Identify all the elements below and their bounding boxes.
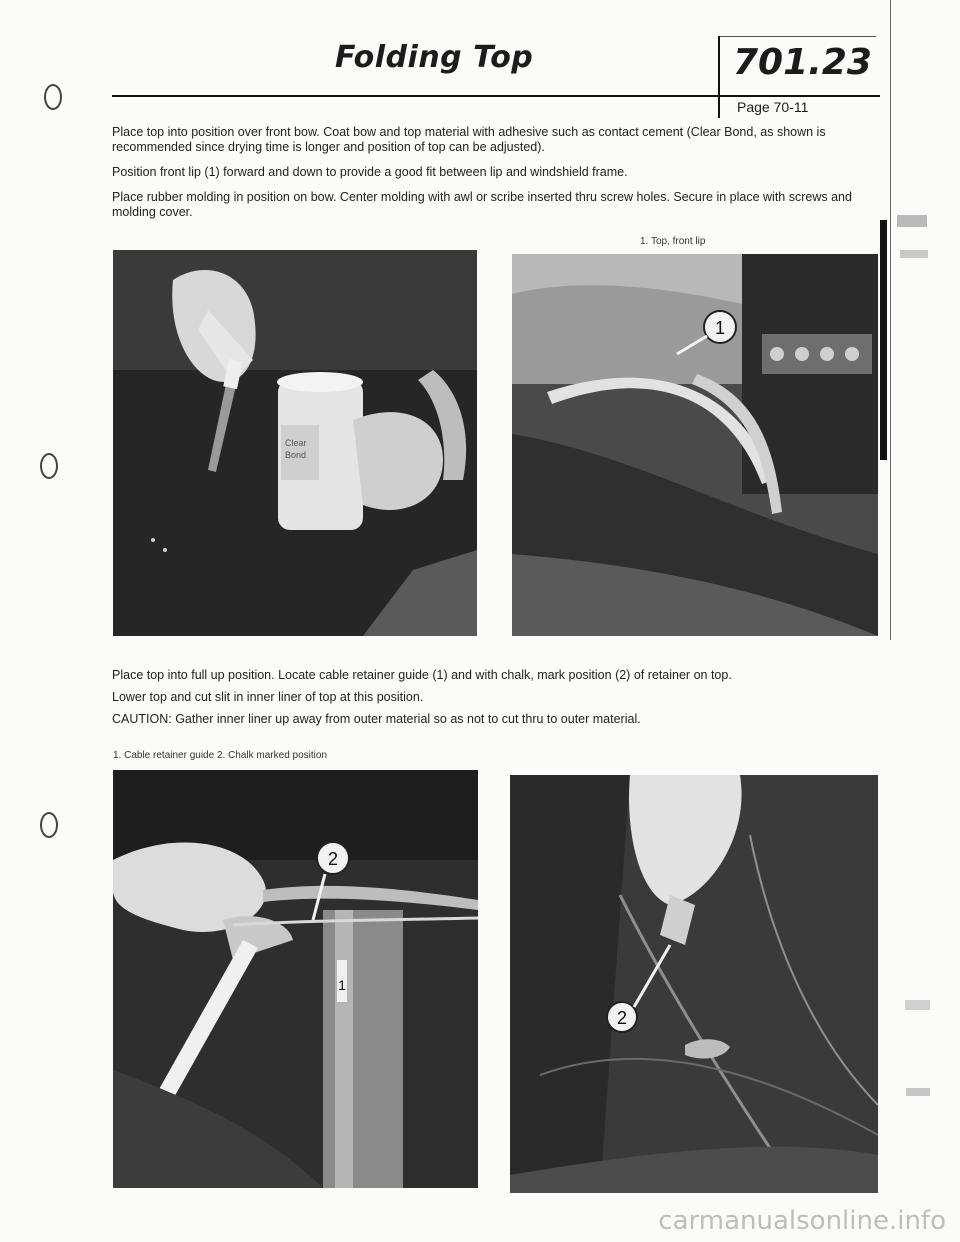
scan-artifact — [906, 1088, 930, 1096]
paragraph: Place top into full up position. Locate cable retainer guide (1) and with chalk, mark position (2) of retainer on top. — [112, 668, 732, 682]
binder-hole-icon — [40, 453, 58, 479]
paragraph: Lower top and cut slit in inner liner of top at this position. — [112, 690, 424, 704]
figure-caption: 1. Top, front lip — [640, 236, 706, 247]
header-rule — [112, 95, 880, 97]
photo-cut-slit — [510, 775, 878, 1193]
scan-edge-bar — [880, 220, 887, 460]
header-box-top-rule — [718, 36, 876, 37]
callout-1: 1 — [338, 977, 346, 993]
scan-edge-line — [890, 0, 891, 640]
binder-hole-icon — [40, 812, 58, 838]
callout-1: 1 — [714, 318, 726, 338]
paragraph: Place top into position over front bow. Coat bow and top material with adhesive such as contact cement (Clear Bond, as shown is recommended since drying time is longer and position of top can be adjusted). — [112, 125, 826, 154]
callout-2: 2 — [616, 1008, 628, 1028]
can-label-text: Clear — [285, 438, 307, 448]
header-box-divider — [718, 36, 720, 118]
page-number: Page 70-11 — [737, 99, 809, 115]
caution-paragraph: CAUTION: Gather inner liner up away from outer material so as not to cut thru to outer material. — [112, 712, 641, 726]
svg-text:Bond: Bond — [285, 450, 307, 460]
photo-cable-retainer-guide — [113, 770, 478, 1188]
paragraph: Position front lip (1) forward and down to provide a good fit between lip and windshield frame. — [112, 165, 628, 179]
scan-artifact — [900, 250, 928, 258]
page-title: Folding Top — [335, 40, 534, 75]
photo-front-lip — [512, 254, 878, 636]
paragraph: Place rubber molding in position on bow. Center molding with awl or scribe inserted thru screw holes. Secure in place with screws and molding cover. — [112, 190, 852, 219]
photo-adhesive-application — [113, 250, 477, 636]
watermark: carmanualsonline.info — [658, 1206, 946, 1236]
section-number: 701.23 — [733, 42, 872, 83]
scan-artifact — [897, 215, 927, 227]
scan-artifact — [905, 1000, 930, 1010]
callout-2: 2 — [327, 849, 339, 869]
figure-caption: 1. Cable retainer guide 2. Chalk marked position — [113, 750, 328, 761]
binder-hole-icon — [44, 84, 62, 110]
